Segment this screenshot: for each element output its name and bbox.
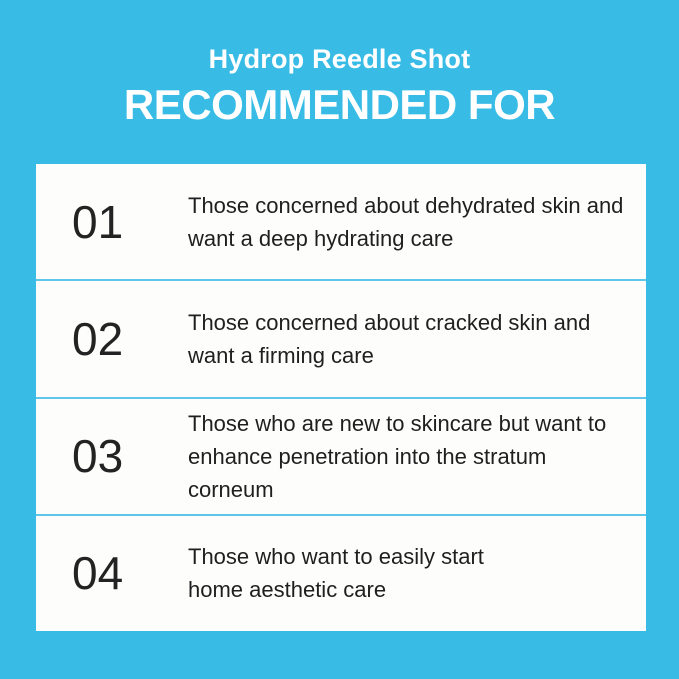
item-number: 03 — [72, 430, 124, 483]
item-number: 02 — [72, 312, 124, 365]
item-text — [188, 407, 646, 506]
item-text — [188, 540, 504, 606]
list-item — [36, 399, 646, 514]
item-text-line2: home aesthetic care — [188, 577, 387, 603]
item-text-line1: Those concerned about dehydrated skin and — [188, 192, 624, 218]
item-text-line1: Those who want to easily start — [188, 544, 484, 570]
item-text-line2: enhance penetration into the stratum corneum — [188, 443, 547, 502]
item-text-line2: want a deep hydrating care — [188, 225, 454, 251]
list-item — [36, 516, 646, 631]
item-number: 01 — [72, 195, 124, 248]
page-title: RECOMMENDED FOR — [123, 81, 556, 128]
item-text-line1: Those who are new to skincare but want to — [188, 410, 607, 436]
benefits-list — [36, 164, 646, 631]
list-item — [36, 281, 646, 396]
item-number: 04 — [72, 547, 124, 600]
item-text-line2: want a firming care — [188, 342, 374, 368]
list-item — [36, 164, 646, 279]
header — [0, 44, 679, 129]
item-text — [188, 189, 643, 255]
product-name: Hydrop Reedle Shot — [208, 44, 471, 74]
item-text — [188, 306, 610, 372]
item-text-line1: Those concerned about cracked skin and — [188, 309, 591, 335]
